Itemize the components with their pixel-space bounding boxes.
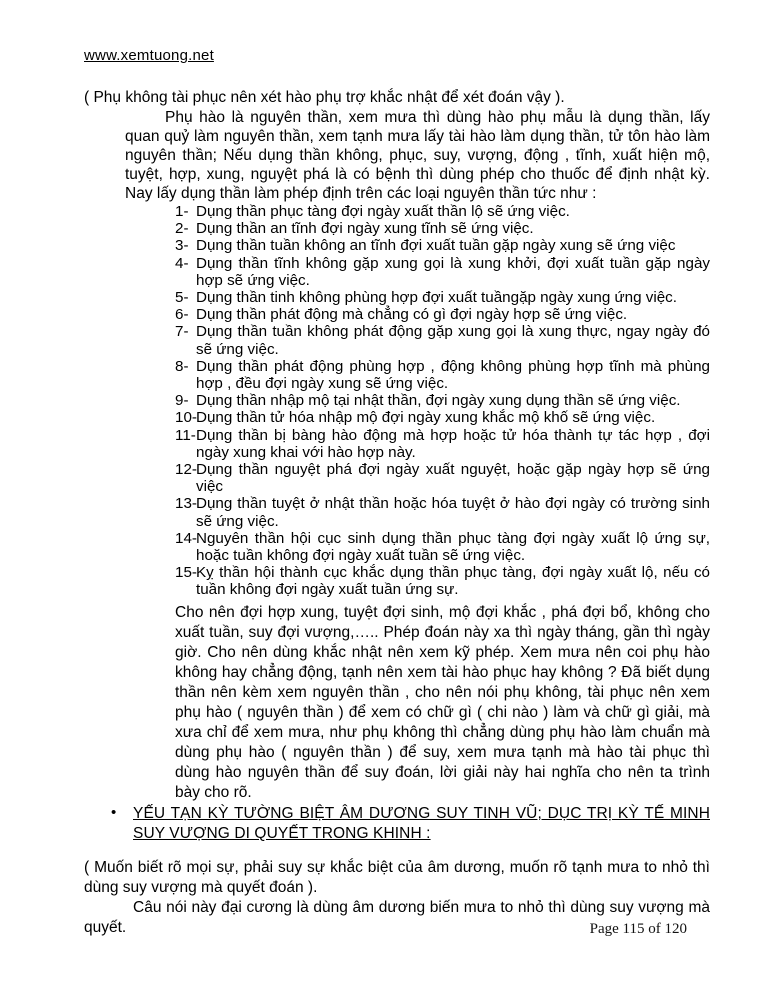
item-number: 11-: [175, 426, 196, 444]
summary-paragraph: Cho nên đợi hợp xung, tuyệt đợi sinh, mộ đợi khắc , phá đợi bổ, không cho xuất tuần, suy đợi vượng,….. Phép đoán này xa thì ngày tháng, gần thì ngày giờ. Cho nên dùng khắc nhật nên xem kỹ phép. Xem mưa nên coi phụ hào không hay chẳng động, tạnh nên xem tài hào phục hay không ? Đã biết dụng thần nên kèm xem nguyên thần , cho nên nói phụ không, tài phục nên xem phụ hào ( nguyên thần ) để xem có chữ gì ( chi nào ) làm và chữ gì giải, mà xưa chỉ để xem mưa, như phụ không thì chẳng dùng phụ hào làm chuẩn mà dùng phụ hào ( nguyên thần ) để suy, xem mưa tạnh mà hào tài phục thì dùng hào nguyên thần để suy đoán, lời giải này hai nghĩa cho nên ta trình bày cho rõ.: [175, 603, 710, 801]
list-item: [175, 427, 710, 461]
item-text: Dụng thần tuần không an tĩnh đợi xuất tuần gặp ngày xung sẽ ứng việc: [196, 237, 676, 255]
site-url-text: www.xemtuong.net: [84, 47, 214, 64]
list-item: [175, 409, 710, 426]
list-item: [175, 530, 710, 564]
item-number: 5-: [175, 289, 189, 307]
section-heading-row: [84, 804, 710, 845]
list-item: [175, 358, 710, 392]
list-item: [175, 255, 710, 289]
closing-paragraph: Câu nói này đại cương là dùng âm dương biến mưa to nhỏ thì dùng suy vượng mà quyết.: [84, 899, 710, 937]
item-number: 1-: [175, 203, 189, 220]
intro-note: ( Phụ không tài phục nên xét hào phụ trợ khắc nhật để xét đoán vậy ).: [84, 89, 565, 106]
item-text: Dụng thần an tĩnh đợi ngày xung tĩnh sẽ ứng việc.: [196, 220, 534, 238]
item-number: 14-: [175, 529, 197, 547]
list-item: [175, 306, 710, 323]
item-number: 12-: [175, 461, 197, 479]
item-text: Dụng thần tử hóa nhập mộ đợi ngày xung khắc mộ khố sẽ ứng việc.: [196, 409, 656, 427]
numbered-list: [175, 203, 710, 599]
list-item: [175, 220, 710, 237]
list-item: [175, 564, 710, 598]
list-item: [175, 289, 710, 306]
page-header: [84, 46, 710, 66]
item-number: 3-: [175, 237, 189, 255]
item-text: Dụng thần tinh không phùng hợp đợi xuất tuầngặp ngày xung ứng việc.: [196, 289, 677, 307]
item-text: Dụng thần tuyệt ở nhật thần hoặc hóa tuyệt ở hào đợi ngày có trường sinh sẽ ứng việc.: [196, 495, 710, 530]
list-item: [175, 461, 710, 495]
item-text: Dụng thần nhập mộ tại nhật thần, đợi ngày xung dụng thần sẽ ứng việc.: [196, 392, 681, 410]
item-text: Dụng thần tuần không phát động gặp xung gọi là xung thực, ngay ngày đó sẽ ứng việc.: [196, 323, 710, 358]
item-text: Dụng thần phát động phùng hợp , động không phùng hợp tĩnh mà phùng hợp , đều đợi ngày xung sẽ ứng việc.: [196, 357, 710, 393]
item-number: 7-: [175, 323, 189, 341]
list-item: [175, 392, 710, 409]
item-number: 8-: [175, 357, 189, 375]
section-heading: YẾU TẠN KỲ TƯỜNG BIỆT ÂM DƯƠNG SUY TINH VŨ; DỤC TRỊ KỲ TẾ MINH SUY VƯỢNG DI QUYẾT TRONG KHINH :: [133, 804, 710, 843]
item-number: 13-: [175, 495, 197, 513]
item-text: Kỵ thần hội thành cục khắc dụng thần phục tàng, đợi ngày xuất lộ, nếu có tuần không đợi ngày xuất tuần ứng sự.: [196, 564, 710, 599]
intro-paragraph: Phụ hào là nguyên thần, xem mưa thì dùng hào phụ mẫu là dụng thần, lấy quan quỷ làm nguyên thần, xem tạnh mưa lấy tài hào làm dụng thần, tử tôn hào làm nguyên thần; Nếu dụng thần không, phục, suy, vượng, động , tĩnh, xuất hiện mộ, tuyệt, hợp, xung, nguyệt phá là có bệnh thì dùng phép cho thuốc để định nhật kỳ. Nay lấy dụng thần làm phép định trên các loại nguyên thần tức như :: [125, 109, 710, 202]
list-item: [175, 495, 710, 529]
list-item: [175, 203, 710, 220]
item-number: 10-: [175, 409, 197, 427]
item-number: 6-: [175, 306, 189, 324]
item-text: Dụng thần phục tàng đợi ngày xuất thần lộ sẽ ứng việc.: [196, 203, 570, 220]
item-number: 2-: [175, 220, 189, 238]
list-item: [175, 323, 710, 357]
item-text: Nguyên thần hội cục sinh dụng thần phục tàng đợi ngày xuất lộ ứng sự, hoặc tuần không đợi ngày xuất tuần sẽ ứng việc.: [196, 529, 710, 565]
item-number: 9-: [175, 392, 189, 410]
item-number: 15-: [175, 564, 197, 582]
item-text: Dụng thần nguyệt phá đợi ngày xuất nguyệt, hoặc gặp ngày hợp sẽ ứng việc: [196, 461, 710, 496]
item-text: Dụng thần bị bàng hào động mà hợp hoặc tử hóa thành tự tác hợp , đợi ngày xung khai với hào hợp này.: [196, 426, 710, 461]
bullet-icon: •: [111, 803, 117, 821]
page-number-footer: Page 115 of 120: [589, 921, 687, 937]
list-item: [175, 237, 710, 254]
closing-note: ( Muốn biết rõ mọi sự, phải suy sự khắc biệt của âm dương, muốn rõ tạnh mưa to nhỏ thì dùng suy vượng mà quyết đoán ).: [84, 858, 710, 896]
item-number: 4-: [175, 254, 189, 272]
item-text: Dụng thần tĩnh không gặp xung gọi là xung khởi, đợi xuất tuần gặp ngày hợp sẽ ứng việc.: [196, 254, 710, 289]
item-text: Dụng thần phát động mà chẳng có gì đợi ngày hợp sẽ ứng việc.: [196, 306, 628, 324]
